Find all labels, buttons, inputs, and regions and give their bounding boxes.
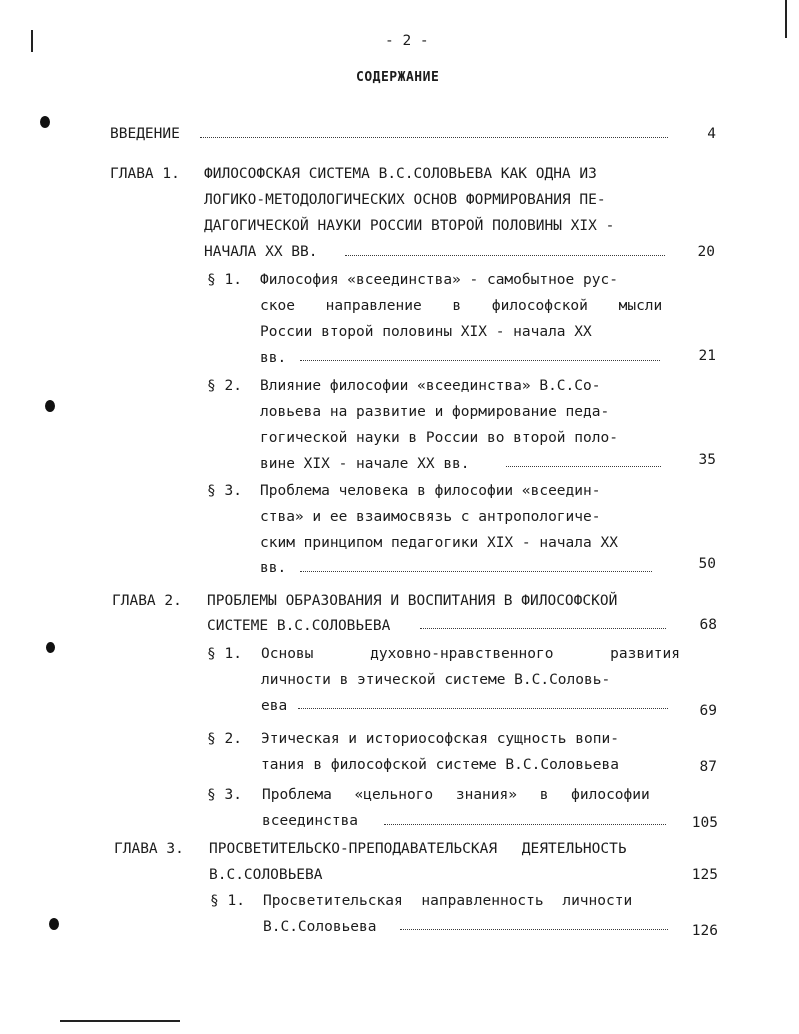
toc-section-line: Философия «всеединства» - самобытное рус- — [260, 272, 618, 288]
toc-chapter-3-title-line: В.С.СОЛОВЬЕВА — [209, 867, 323, 883]
toc-section-line: ским принципом педагогики XIX - начала XX — [260, 535, 618, 551]
toc-chapter-1-label: ГЛАВА 1. — [110, 166, 180, 182]
toc-leader-dots — [345, 255, 665, 256]
toc-leader-dots — [506, 466, 661, 467]
toc-leader-dots — [200, 137, 668, 138]
toc-leader-dots — [420, 628, 666, 629]
scan-edge-line — [60, 1020, 180, 1022]
toc-chapter-2-title-line: ПРОБЛЕМЫ ОБРАЗОВАНИЯ И ВОСПИТАНИЯ В ФИЛОСОФСКОЙ — [207, 593, 618, 609]
toc-leader-dots — [384, 824, 666, 825]
toc-intro-page: 4 — [707, 126, 716, 142]
toc-section-label: § 1. — [210, 893, 245, 909]
toc-section-line: ловьева на развитие и формирование педа- — [260, 404, 610, 420]
toc-section-line: ское направление в философской мысли — [260, 298, 663, 314]
toc-chapter-1-page: 20 — [697, 244, 715, 260]
toc-chapter-1-title-line: ДАГОГИЧЕСКОЙ НАУКИ РОССИИ ВТОРОЙ ПОЛОВИНЫ XIX - — [204, 218, 615, 234]
toc-section-label: § 2. — [207, 378, 242, 394]
toc-intro-label: ВВЕДЕНИЕ — [110, 126, 180, 142]
toc-section-line: В.С.Соловьева — [263, 919, 377, 935]
page-title: СОДЕРЖАНИЕ — [356, 70, 440, 85]
toc-section-line: России второй половины XIX - начала XX — [260, 324, 592, 340]
toc-section-page: 50 — [698, 556, 716, 572]
toc-chapter-1-title-line: НАЧАЛА XX ВВ. — [204, 244, 318, 260]
toc-leader-dots — [400, 929, 668, 930]
toc-chapter-1-title-line: ЛОГИКО-МЕТОДОЛОГИЧЕСКИХ ОСНОВ ФОРМИРОВАНИЯ ПЕ- — [204, 192, 606, 208]
toc-section-line: личности в этической системе В.С.Соловь- — [261, 672, 611, 688]
toc-section-label: § 2. — [207, 731, 242, 747]
toc-section-line: Проблема «цельного знания» в философии — [262, 787, 650, 803]
toc-section-label: § 1. — [207, 272, 242, 288]
toc-chapter-3-title-line: ПРОСВЕТИТЕЛЬСКО-ПРЕПОДАВАТЕЛЬСКАЯ ДЕЯТЕЛЬНОСТЬ — [209, 841, 627, 857]
toc-leader-dots — [300, 571, 652, 572]
ink-speck — [49, 918, 59, 930]
ink-speck — [40, 116, 50, 128]
toc-section-page: 35 — [698, 452, 716, 468]
toc-section-line: вв. — [260, 560, 287, 576]
toc-section-label: § 3. — [207, 787, 242, 803]
toc-chapter-2-title-line: СИСТЕМЕ В.С.СОЛОВЬЕВА — [207, 618, 391, 634]
toc-section-line: Проблема человека в философии «всеедин- — [260, 483, 601, 499]
toc-chapter-3-page: 125 — [691, 867, 718, 883]
toc-section-line: Основы духовно-нравственного развития — [261, 646, 681, 662]
toc-chapter-3-label: ГЛАВА 3. — [114, 841, 184, 857]
toc-section-label: § 3. — [207, 483, 242, 499]
toc-section-page: 87 — [699, 759, 717, 775]
toc-section-line: всеединства — [262, 813, 359, 829]
toc-section-line: тания в философской системе В.С.Соловьева — [261, 757, 619, 773]
toc-section-line: вв. — [260, 350, 287, 366]
scan-edge-line — [785, 0, 787, 38]
toc-section-line: Просветительская направленность личности — [263, 893, 633, 909]
toc-section-line: гогической науки в России во второй поло- — [260, 430, 618, 446]
toc-section-page: 69 — [699, 703, 717, 719]
toc-section-page: 126 — [691, 923, 718, 939]
toc-chapter-1-title-line: ФИЛОСОФСКАЯ СИСТЕМА В.С.СОЛОВЬЕВА КАК ОДНА ИЗ — [204, 166, 597, 182]
ink-speck — [45, 400, 55, 412]
page-number: - 2 - — [385, 33, 429, 49]
toc-leader-dots — [298, 708, 668, 709]
toc-section-line: ева — [261, 698, 288, 714]
toc-section-label: § 1. — [207, 646, 242, 662]
toc-section-line: Этическая и историософская сущность вопи- — [261, 731, 619, 747]
ink-speck — [46, 642, 55, 653]
toc-section-line: Влияние философии «всеединства» В.С.Со- — [260, 378, 601, 394]
toc-section-line: ства» и ее взаимосвязь с антропологиче- — [260, 509, 601, 525]
scan-edge-line — [31, 30, 33, 52]
toc-chapter-2-page: 68 — [699, 617, 717, 633]
toc-section-page: 105 — [691, 815, 718, 831]
toc-chapter-2-label: ГЛАВА 2. — [112, 593, 182, 609]
toc-section-page: 21 — [698, 348, 716, 364]
toc-section-line: вине XIX - начале XX вв. — [260, 456, 470, 472]
toc-leader-dots — [300, 360, 660, 361]
